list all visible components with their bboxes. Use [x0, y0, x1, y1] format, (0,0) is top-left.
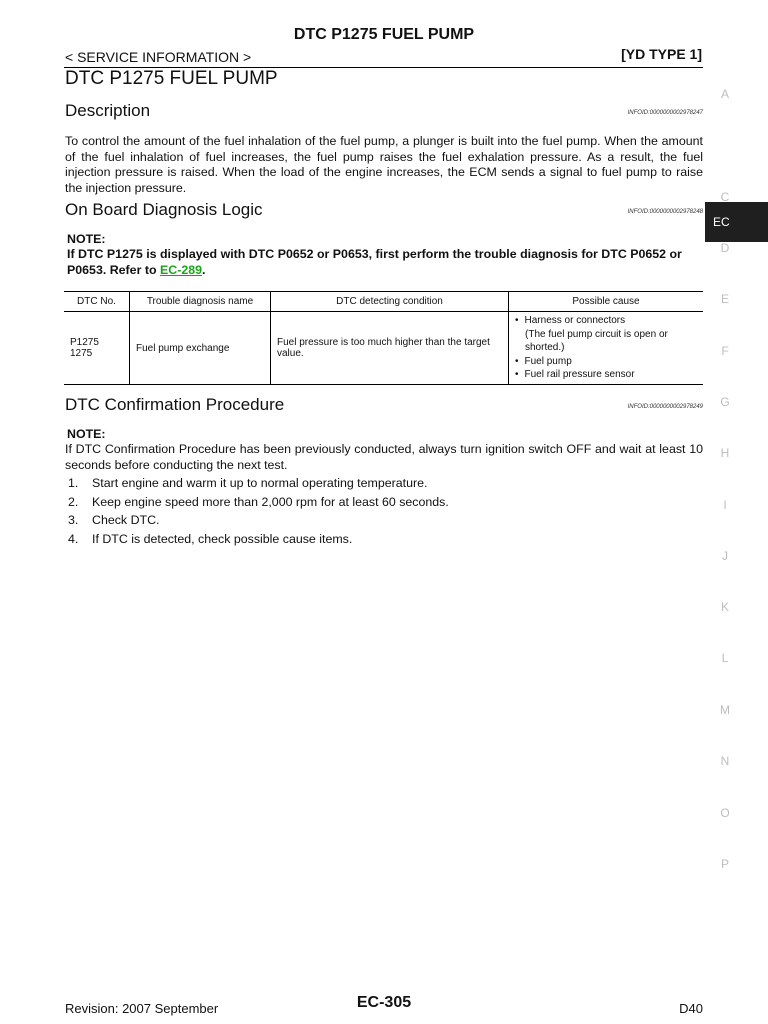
- step-text: Start engine and warm it up to normal operating temperature.: [92, 476, 428, 490]
- obd-note-text: [67, 247, 703, 278]
- dtc-number: P1275: [70, 337, 99, 348]
- section-tab-e[interactable]: E: [720, 292, 729, 306]
- model-code: D40: [679, 1001, 703, 1016]
- table-header-row: [64, 292, 703, 312]
- section-tab-n[interactable]: N: [720, 754, 730, 768]
- page-title: DTC P1275 FUEL PUMP: [65, 68, 278, 89]
- obd-logic-infoid: INFOID:0000000002978248: [627, 209, 703, 215]
- step-text: Keep engine speed more than 2,000 rpm for at least 60 seconds.: [92, 494, 449, 509]
- service-information-label: < SERVICE INFORMATION >: [65, 49, 252, 65]
- section-tab-g[interactable]: G: [720, 395, 730, 409]
- section-tab-m[interactable]: M: [720, 703, 730, 717]
- model-type-label: [YD TYPE 1]: [621, 46, 702, 62]
- list-item: • Fuel rail pressure sensor: [515, 368, 697, 382]
- obd-note-end: .: [202, 262, 206, 277]
- step-number: 1.: [68, 476, 79, 490]
- section-tab-k[interactable]: K: [720, 600, 729, 614]
- ec-289-link[interactable]: EC-289: [159, 262, 202, 277]
- dtc-table: [64, 291, 703, 385]
- header-trouble-diagnosis-name: Trouble diagnosis name: [130, 292, 271, 312]
- page-header-title: DTC P1275 FUEL PUMP: [293, 26, 475, 43]
- section-tab-j[interactable]: J: [722, 549, 728, 563]
- obd-logic-heading: On Board Diagnosis Logic: [65, 200, 263, 219]
- list-item: [68, 511, 449, 530]
- section-tab-f[interactable]: F: [721, 344, 729, 358]
- list-item: [68, 474, 449, 493]
- list-item: [68, 493, 449, 512]
- confirmation-heading: DTC Confirmation Procedure: [65, 395, 285, 414]
- list-item: [68, 530, 449, 549]
- page-number: EC-305: [356, 994, 412, 1011]
- confirmation-note-label: NOTE:: [67, 427, 106, 441]
- step-number: 3.: [68, 513, 79, 527]
- list-item: (The fuel pump circuit is open or shorted.): [525, 328, 668, 354]
- possible-cause-list: [515, 314, 697, 382]
- confirmation-infoid: INFOID:0000000002978249: [627, 404, 703, 410]
- step-number: 4.: [68, 531, 79, 546]
- cell-possible-cause: [509, 312, 704, 385]
- section-tab-c[interactable]: C: [720, 190, 730, 204]
- cell-diagnosis-name: Fuel pump exchange: [130, 312, 271, 385]
- section-tab-d[interactable]: D: [720, 241, 730, 255]
- section-tab-h[interactable]: H: [720, 446, 730, 460]
- dtc-number-alt: 1275: [70, 348, 93, 359]
- cell-dtc-no: [64, 312, 130, 385]
- description-infoid: INFOID:0000000002978247: [627, 110, 703, 116]
- list-item: • Harness or connectors: [515, 314, 697, 328]
- section-index-nav: [705, 76, 768, 906]
- step-text: If DTC is detected, check possible cause items.: [92, 531, 353, 546]
- cell-detecting-condition: Fuel pressure is too much higher than the target value.: [271, 312, 509, 385]
- section-tab-l[interactable]: L: [721, 651, 729, 665]
- list-item: • Fuel pump: [515, 355, 697, 369]
- confirmation-note-text: If DTC Confirmation Procedure has been previously conducted, always turn ignition switch OFF and wait at least 10 seconds before conducting the next test.: [65, 442, 703, 472]
- obd-note-label: NOTE:: [67, 232, 106, 246]
- section-tab-a[interactable]: A: [720, 87, 729, 101]
- section-tab-ec-active[interactable]: EC: [705, 202, 768, 242]
- table-row: [64, 312, 703, 385]
- section-tab-o[interactable]: O: [720, 806, 730, 820]
- obd-note-body: If DTC P1275 is displayed with DTC P0652 or P0653, first perform the trouble diagnosis for DTC P0652 or P0653. Refer to: [67, 247, 682, 277]
- step-number: 2.: [68, 494, 79, 509]
- header-possible-cause: Possible cause: [509, 292, 704, 312]
- section-tab-i[interactable]: I: [723, 498, 727, 512]
- header-dtc-no: DTC No.: [64, 292, 130, 312]
- header-dtc-detecting-condition: DTC detecting condition: [271, 292, 509, 312]
- description-heading: Description: [65, 101, 151, 120]
- revision-label: Revision: 2007 September: [65, 1001, 219, 1016]
- procedure-steps: [68, 474, 449, 548]
- step-text: Check DTC.: [92, 513, 160, 527]
- section-tab-p[interactable]: P: [720, 857, 729, 871]
- description-text: To control the amount of the fuel inhalation of the fuel pump, a plunger is built into the fuel pump. When the amount of the fuel inhalation of fuel increases, the fuel pump raises the fuel exhalation pressure. As a result, the fuel injection pressure is raised. When the load of the engine increases, the ECM sends a signal to fuel pump to raise the injection pressure.: [65, 134, 703, 195]
